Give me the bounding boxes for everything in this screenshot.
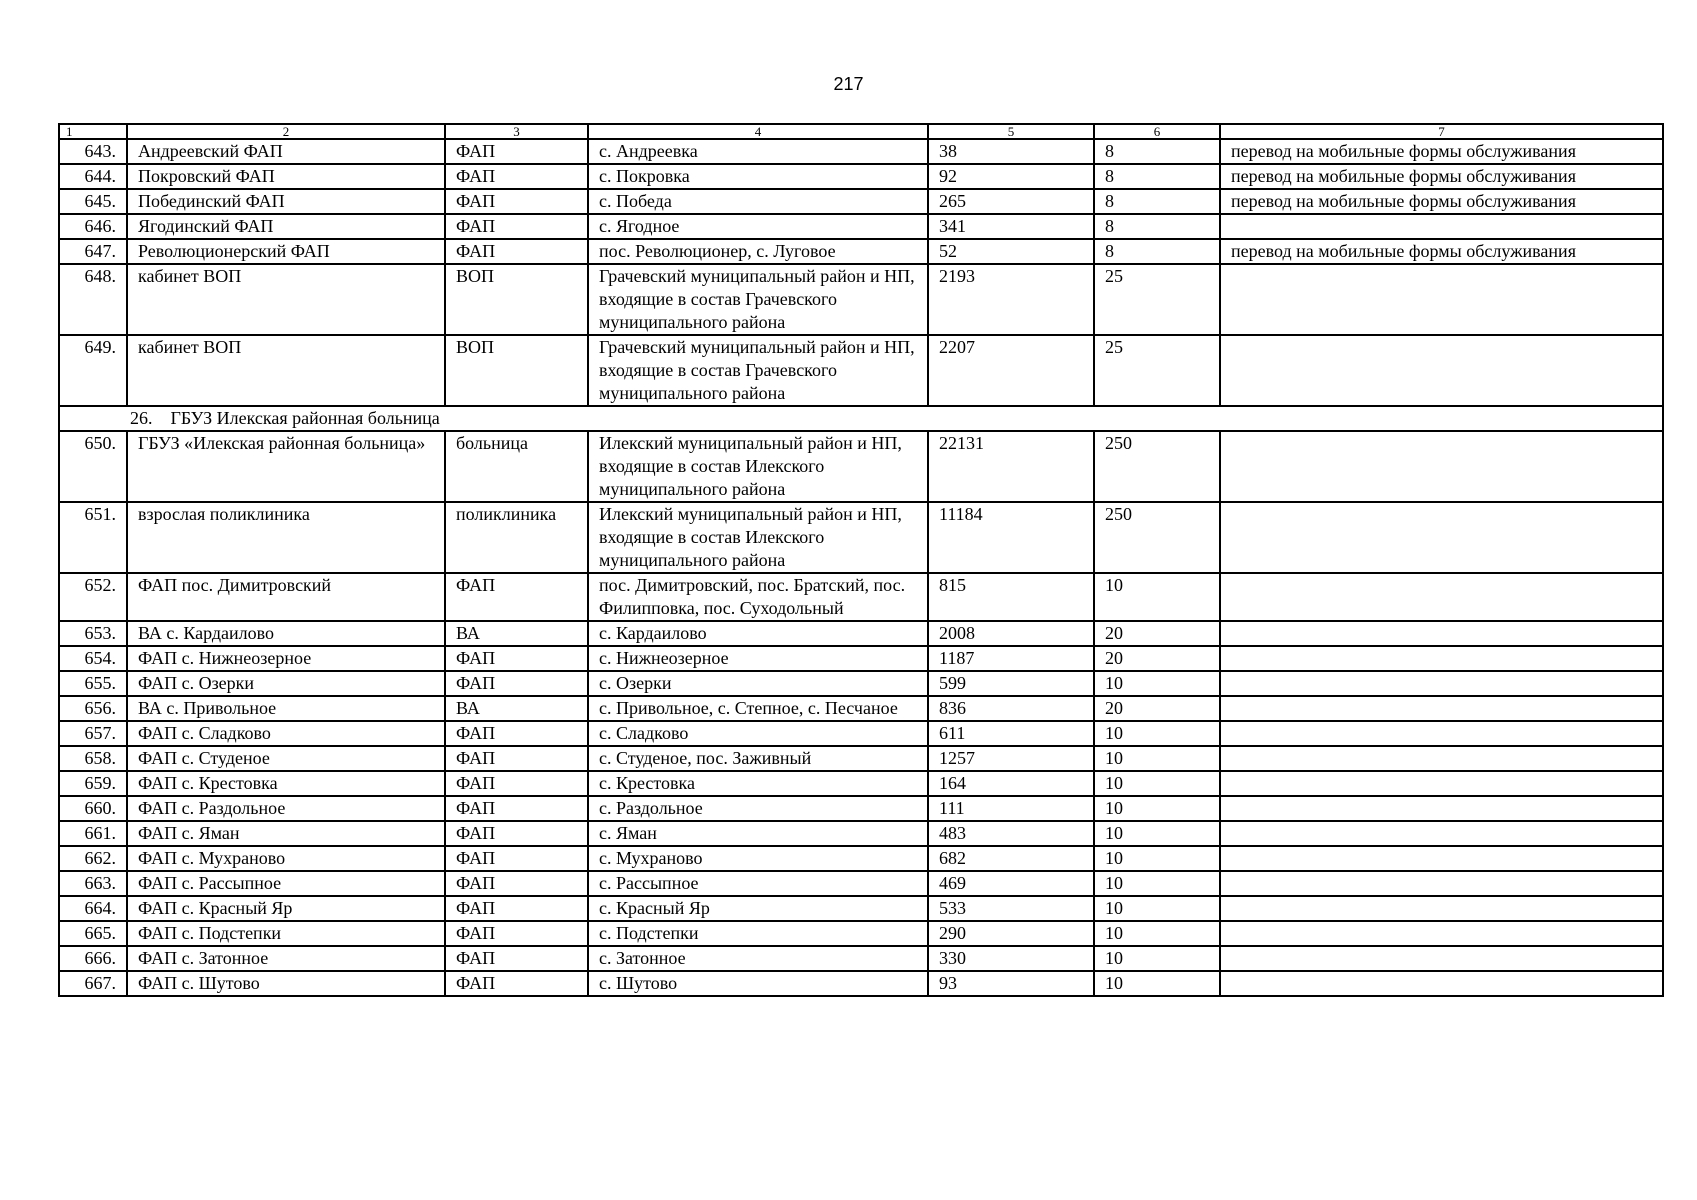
facility-type-cell: ВОП: [445, 335, 588, 406]
service-area-cell: с. Крестовка: [588, 771, 928, 796]
service-area-cell: Грачевский муниципальный район и НП, входящие в состав Грачевского муниципального района: [588, 264, 928, 335]
column-number: 7: [1220, 124, 1663, 139]
population-cell: 483: [928, 821, 1094, 846]
distance-cell: 250: [1094, 431, 1220, 502]
row-number-cell: 653.: [59, 621, 127, 646]
column-number: 2: [127, 124, 445, 139]
facility-name-cell: ФАП с. Подстепки: [127, 921, 445, 946]
population-cell: 611: [928, 721, 1094, 746]
facilities-table: [58, 123, 1664, 997]
distance-cell: 20: [1094, 621, 1220, 646]
distance-cell: 10: [1094, 573, 1220, 621]
row-number-cell: 649.: [59, 335, 127, 406]
service-area-cell: пос. Революционер, с. Луговое: [588, 239, 928, 264]
table-row: [59, 621, 1663, 646]
table-row: [59, 821, 1663, 846]
distance-cell: 10: [1094, 896, 1220, 921]
facility-name-cell: взрослая поликлиника: [127, 502, 445, 573]
row-number-cell: 657.: [59, 721, 127, 746]
service-area-cell: Илекский муниципальный район и НП, входящие в состав Илекского муниципального района: [588, 502, 928, 573]
population-cell: 52: [928, 239, 1094, 264]
note-cell: [1220, 335, 1663, 406]
facility-type-cell: ФАП: [445, 746, 588, 771]
facility-name-cell: Андреевский ФАП: [127, 139, 445, 164]
table-row: [59, 721, 1663, 746]
table-row: [59, 746, 1663, 771]
facility-name-cell: кабинет ВОП: [127, 335, 445, 406]
table-row: [59, 214, 1663, 239]
table-row: [59, 264, 1663, 335]
population-cell: 93: [928, 971, 1094, 996]
table-row: [59, 502, 1663, 573]
facility-name-cell: ГБУЗ «Илекская районная больница»: [127, 431, 445, 502]
note-cell: [1220, 896, 1663, 921]
section-title: 26. ГБУЗ Илекская районная больница: [59, 406, 1663, 431]
facility-type-cell: ФАП: [445, 971, 588, 996]
facility-name-cell: ФАП с. Рассыпное: [127, 871, 445, 896]
table-row: [59, 335, 1663, 406]
facility-name-cell: Ягодинский ФАП: [127, 214, 445, 239]
row-number-cell: 659.: [59, 771, 127, 796]
facility-type-cell: больница: [445, 431, 588, 502]
service-area-cell: с. Нижнеозерное: [588, 646, 928, 671]
table-row: [59, 164, 1663, 189]
distance-cell: 8: [1094, 139, 1220, 164]
population-cell: 815: [928, 573, 1094, 621]
facility-type-cell: ФАП: [445, 771, 588, 796]
population-cell: 11184: [928, 502, 1094, 573]
distance-cell: 8: [1094, 164, 1220, 189]
population-cell: 469: [928, 871, 1094, 896]
facility-name-cell: ФАП с. Мухраново: [127, 846, 445, 871]
facility-name-cell: кабинет ВОП: [127, 264, 445, 335]
column-number: 6: [1094, 124, 1220, 139]
distance-cell: 20: [1094, 646, 1220, 671]
facility-type-cell: ФАП: [445, 239, 588, 264]
distance-cell: 8: [1094, 189, 1220, 214]
service-area-cell: с. Привольное, с. Степное, с. Песчаное: [588, 696, 928, 721]
note-cell: [1220, 431, 1663, 502]
distance-cell: 10: [1094, 846, 1220, 871]
row-number-cell: 658.: [59, 746, 127, 771]
facility-type-cell: ФАП: [445, 796, 588, 821]
row-number-cell: 656.: [59, 696, 127, 721]
table-row: [59, 696, 1663, 721]
table-row: [59, 573, 1663, 621]
facility-name-cell: ФАП с. Студеное: [127, 746, 445, 771]
row-number-cell: 662.: [59, 846, 127, 871]
service-area-cell: с. Кардаилово: [588, 621, 928, 646]
service-area-cell: с. Мухраново: [588, 846, 928, 871]
note-cell: [1220, 971, 1663, 996]
facility-name-cell: ФАП с. Сладково: [127, 721, 445, 746]
row-number-cell: 655.: [59, 671, 127, 696]
note-cell: [1220, 921, 1663, 946]
population-cell: 38: [928, 139, 1094, 164]
row-number-cell: 652.: [59, 573, 127, 621]
note-cell: [1220, 264, 1663, 335]
column-number: 3: [445, 124, 588, 139]
service-area-cell: с. Студеное, пос. Заживный: [588, 746, 928, 771]
facility-name-cell: ФАП пос. Димитровский: [127, 573, 445, 621]
service-area-cell: Грачевский муниципальный район и НП, входящие в состав Грачевского муниципального района: [588, 335, 928, 406]
distance-cell: 8: [1094, 239, 1220, 264]
facility-type-cell: ВА: [445, 696, 588, 721]
table-row: [59, 896, 1663, 921]
facility-name-cell: ФАП с. Нижнеозерное: [127, 646, 445, 671]
distance-cell: 25: [1094, 335, 1220, 406]
distance-cell: 10: [1094, 721, 1220, 746]
population-cell: 2207: [928, 335, 1094, 406]
service-area-cell: с. Сладково: [588, 721, 928, 746]
note-cell: [1220, 573, 1663, 621]
service-area-cell: с. Затонное: [588, 946, 928, 971]
facility-type-cell: ФАП: [445, 921, 588, 946]
note-cell: [1220, 846, 1663, 871]
facility-type-cell: ФАП: [445, 164, 588, 189]
facility-name-cell: ВА с. Кардаилово: [127, 621, 445, 646]
facility-name-cell: ФАП с. Крестовка: [127, 771, 445, 796]
table-row: [59, 971, 1663, 996]
service-area-cell: с. Подстепки: [588, 921, 928, 946]
facility-type-cell: ФАП: [445, 896, 588, 921]
distance-cell: 8: [1094, 214, 1220, 239]
distance-cell: 10: [1094, 921, 1220, 946]
distance-cell: 20: [1094, 696, 1220, 721]
row-number-cell: 648.: [59, 264, 127, 335]
population-cell: 22131: [928, 431, 1094, 502]
row-number-cell: 666.: [59, 946, 127, 971]
distance-cell: 25: [1094, 264, 1220, 335]
distance-cell: 10: [1094, 871, 1220, 896]
facility-type-cell: ВА: [445, 621, 588, 646]
row-number-cell: 661.: [59, 821, 127, 846]
facility-name-cell: ВА с. Привольное: [127, 696, 445, 721]
facility-type-cell: ФАП: [445, 721, 588, 746]
service-area-cell: с. Раздольное: [588, 796, 928, 821]
table-row: [59, 139, 1663, 164]
service-area-cell: с. Победа: [588, 189, 928, 214]
note-cell: перевод на мобильные формы обслуживания: [1220, 164, 1663, 189]
note-cell: [1220, 214, 1663, 239]
note-cell: [1220, 696, 1663, 721]
note-cell: [1220, 621, 1663, 646]
facility-type-cell: ФАП: [445, 846, 588, 871]
row-number-cell: 667.: [59, 971, 127, 996]
service-area-cell: с. Яман: [588, 821, 928, 846]
note-cell: перевод на мобильные формы обслуживания: [1220, 139, 1663, 164]
distance-cell: 10: [1094, 821, 1220, 846]
table-row: [59, 921, 1663, 946]
facility-name-cell: ФАП с. Красный Яр: [127, 896, 445, 921]
facility-name-cell: ФАП с. Затонное: [127, 946, 445, 971]
note-cell: [1220, 946, 1663, 971]
service-area-cell: Илекский муниципальный район и НП, входящие в состав Илекского муниципального района: [588, 431, 928, 502]
table-row: [59, 771, 1663, 796]
note-cell: перевод на мобильные формы обслуживания: [1220, 189, 1663, 214]
facility-type-cell: ФАП: [445, 871, 588, 896]
population-cell: 1257: [928, 746, 1094, 771]
facility-type-cell: ФАП: [445, 189, 588, 214]
row-number-cell: 664.: [59, 896, 127, 921]
table-row: [59, 871, 1663, 896]
table-row: [59, 189, 1663, 214]
distance-cell: 10: [1094, 671, 1220, 696]
population-cell: 2193: [928, 264, 1094, 335]
service-area-cell: с. Озерки: [588, 671, 928, 696]
population-cell: 341: [928, 214, 1094, 239]
facility-name-cell: Революционерский ФАП: [127, 239, 445, 264]
distance-cell: 10: [1094, 971, 1220, 996]
facility-type-cell: поликлиника: [445, 502, 588, 573]
facility-type-cell: ФАП: [445, 573, 588, 621]
row-number-cell: 650.: [59, 431, 127, 502]
row-number-cell: 665.: [59, 921, 127, 946]
facility-name-cell: ФАП с. Озерки: [127, 671, 445, 696]
note-cell: [1220, 721, 1663, 746]
note-cell: [1220, 771, 1663, 796]
population-cell: 599: [928, 671, 1094, 696]
facility-name-cell: Побединский ФАП: [127, 189, 445, 214]
table-row: [59, 239, 1663, 264]
table-row: [59, 431, 1663, 502]
note-cell: [1220, 671, 1663, 696]
service-area-cell: пос. Димитровский, пос. Братский, пос. Филипповка, пос. Суходольный: [588, 573, 928, 621]
table-row: [59, 846, 1663, 871]
note-cell: [1220, 821, 1663, 846]
column-number: 4: [588, 124, 928, 139]
row-number-cell: 645.: [59, 189, 127, 214]
row-number-cell: 644.: [59, 164, 127, 189]
facility-type-cell: ФАП: [445, 821, 588, 846]
note-cell: [1220, 746, 1663, 771]
row-number-cell: 647.: [59, 239, 127, 264]
table-row: [59, 671, 1663, 696]
row-number-cell: 654.: [59, 646, 127, 671]
row-number-cell: 646.: [59, 214, 127, 239]
population-cell: 290: [928, 921, 1094, 946]
facility-type-cell: ВОП: [445, 264, 588, 335]
row-number-cell: 643.: [59, 139, 127, 164]
page-number-text: 217: [833, 74, 864, 94]
row-number-cell: 663.: [59, 871, 127, 896]
service-area-cell: с. Рассыпное: [588, 871, 928, 896]
column-number: 5: [928, 124, 1094, 139]
service-area-cell: с. Покровка: [588, 164, 928, 189]
note-cell: [1220, 796, 1663, 821]
distance-cell: 10: [1094, 746, 1220, 771]
note-cell: [1220, 646, 1663, 671]
facility-name-cell: Покровский ФАП: [127, 164, 445, 189]
facility-type-cell: ФАП: [445, 646, 588, 671]
row-number-cell: 660.: [59, 796, 127, 821]
section-header-row: [59, 406, 1663, 431]
note-cell: [1220, 871, 1663, 896]
population-cell: 836: [928, 696, 1094, 721]
page-number: [0, 74, 1697, 95]
facility-type-cell: ФАП: [445, 946, 588, 971]
note-cell: [1220, 502, 1663, 573]
facility-name-cell: ФАП с. Яман: [127, 821, 445, 846]
population-cell: 1187: [928, 646, 1094, 671]
facility-type-cell: ФАП: [445, 671, 588, 696]
row-number-cell: 651.: [59, 502, 127, 573]
service-area-cell: с. Андреевка: [588, 139, 928, 164]
facility-name-cell: ФАП с. Раздольное: [127, 796, 445, 821]
distance-cell: 10: [1094, 771, 1220, 796]
table-row: [59, 946, 1663, 971]
service-area-cell: с. Шутово: [588, 971, 928, 996]
facility-type-cell: ФАП: [445, 214, 588, 239]
population-cell: 164: [928, 771, 1094, 796]
table-row: [59, 646, 1663, 671]
distance-cell: 10: [1094, 796, 1220, 821]
distance-cell: 250: [1094, 502, 1220, 573]
population-cell: 533: [928, 896, 1094, 921]
table-row: [59, 796, 1663, 821]
column-number-row: [59, 124, 1663, 139]
population-cell: 330: [928, 946, 1094, 971]
service-area-cell: с. Ягодное: [588, 214, 928, 239]
column-number: 1: [59, 124, 127, 139]
population-cell: 682: [928, 846, 1094, 871]
population-cell: 2008: [928, 621, 1094, 646]
population-cell: 265: [928, 189, 1094, 214]
population-cell: 92: [928, 164, 1094, 189]
note-cell: перевод на мобильные формы обслуживания: [1220, 239, 1663, 264]
facility-name-cell: ФАП с. Шутово: [127, 971, 445, 996]
population-cell: 111: [928, 796, 1094, 821]
service-area-cell: с. Красный Яр: [588, 896, 928, 921]
distance-cell: 10: [1094, 946, 1220, 971]
facility-type-cell: ФАП: [445, 139, 588, 164]
table-body: [59, 139, 1663, 996]
